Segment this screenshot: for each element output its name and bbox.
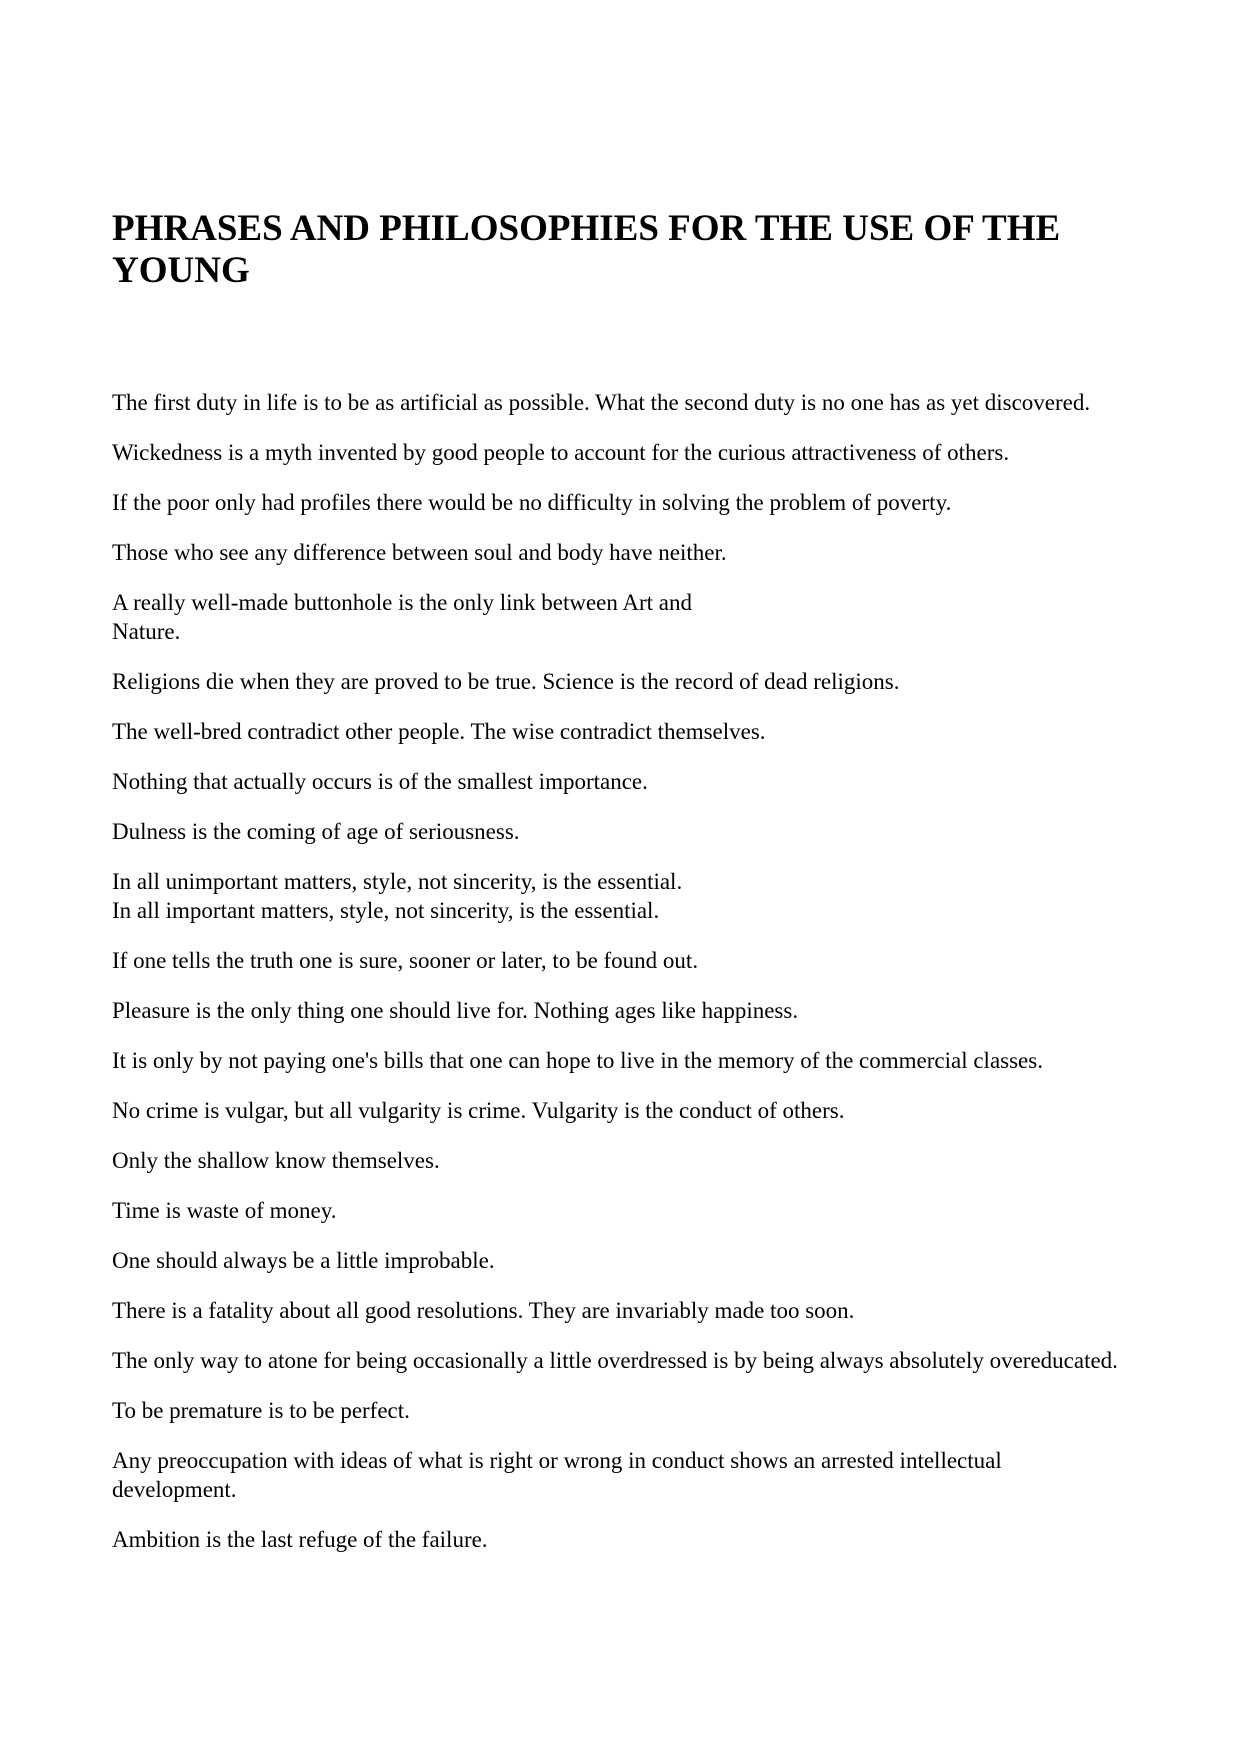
phrase-line: In all important matters, style, not sincerity, is the essential. bbox=[112, 898, 660, 923]
phrase-line: In all unimportant matters, style, not sincerity, is the essential. bbox=[112, 869, 683, 894]
phrase: If one tells the truth one is sure, sooner or later, to be found out. bbox=[112, 948, 699, 973]
phrase bbox=[112, 867, 1122, 925]
phrase: No crime is vulgar, but all vulgarity is crime. Vulgarity is the conduct of others. bbox=[112, 1098, 845, 1123]
document-page bbox=[112, 208, 1122, 1575]
phrase: Nothing that actually occurs is of the smallest importance. bbox=[112, 769, 648, 794]
phrase-line: A really well-made buttonhole is the only link between Art and bbox=[112, 590, 692, 615]
phrase: Religions die when they are proved to be true. Science is the record of dead religions. bbox=[112, 669, 900, 694]
phrase: The only way to atone for being occasionally a little overdressed is by being always absolutely overeducated. bbox=[112, 1348, 1118, 1373]
page-title: PHRASES AND PHILOSOPHIES FOR THE USE OF THE YOUNG bbox=[112, 208, 1061, 291]
phrase: If the poor only had profiles there would be no difficulty in solving the problem of poverty. bbox=[112, 490, 952, 515]
phrase: Any preoccupation with ideas of what is right or wrong in conduct shows an arrested intellectual development. bbox=[112, 1448, 1002, 1502]
phrase: Only the shallow know themselves. bbox=[112, 1148, 440, 1173]
phrase: Dulness is the coming of age of seriousness. bbox=[112, 819, 520, 844]
phrase: Pleasure is the only thing one should live for. Nothing ages like happiness. bbox=[112, 998, 799, 1023]
phrase: Those who see any difference between soul and body have neither. bbox=[112, 540, 727, 565]
phrase: Wickedness is a myth invented by good people to account for the curious attractiveness of others. bbox=[112, 440, 1010, 465]
phrase: The first duty in life is to be as artificial as possible. What the second duty is no one has as yet discovered. bbox=[112, 390, 1091, 415]
phrase: Ambition is the last refuge of the failure. bbox=[112, 1527, 488, 1552]
phrase: To be premature is to be perfect. bbox=[112, 1398, 410, 1423]
phrase: There is a fatality about all good resolutions. They are invariably made too soon. bbox=[112, 1298, 855, 1323]
phrase-line: Nature. bbox=[112, 619, 181, 644]
phrase: The well-bred contradict other people. The wise contradict themselves. bbox=[112, 719, 766, 744]
phrase: It is only by not paying one's bills that one can hope to live in the memory of the commercial classes. bbox=[112, 1048, 1043, 1073]
phrase: One should always be a little improbable. bbox=[112, 1248, 495, 1273]
phrase bbox=[112, 588, 1122, 646]
phrase-list bbox=[112, 388, 1122, 1554]
phrase: Time is waste of money. bbox=[112, 1198, 337, 1223]
